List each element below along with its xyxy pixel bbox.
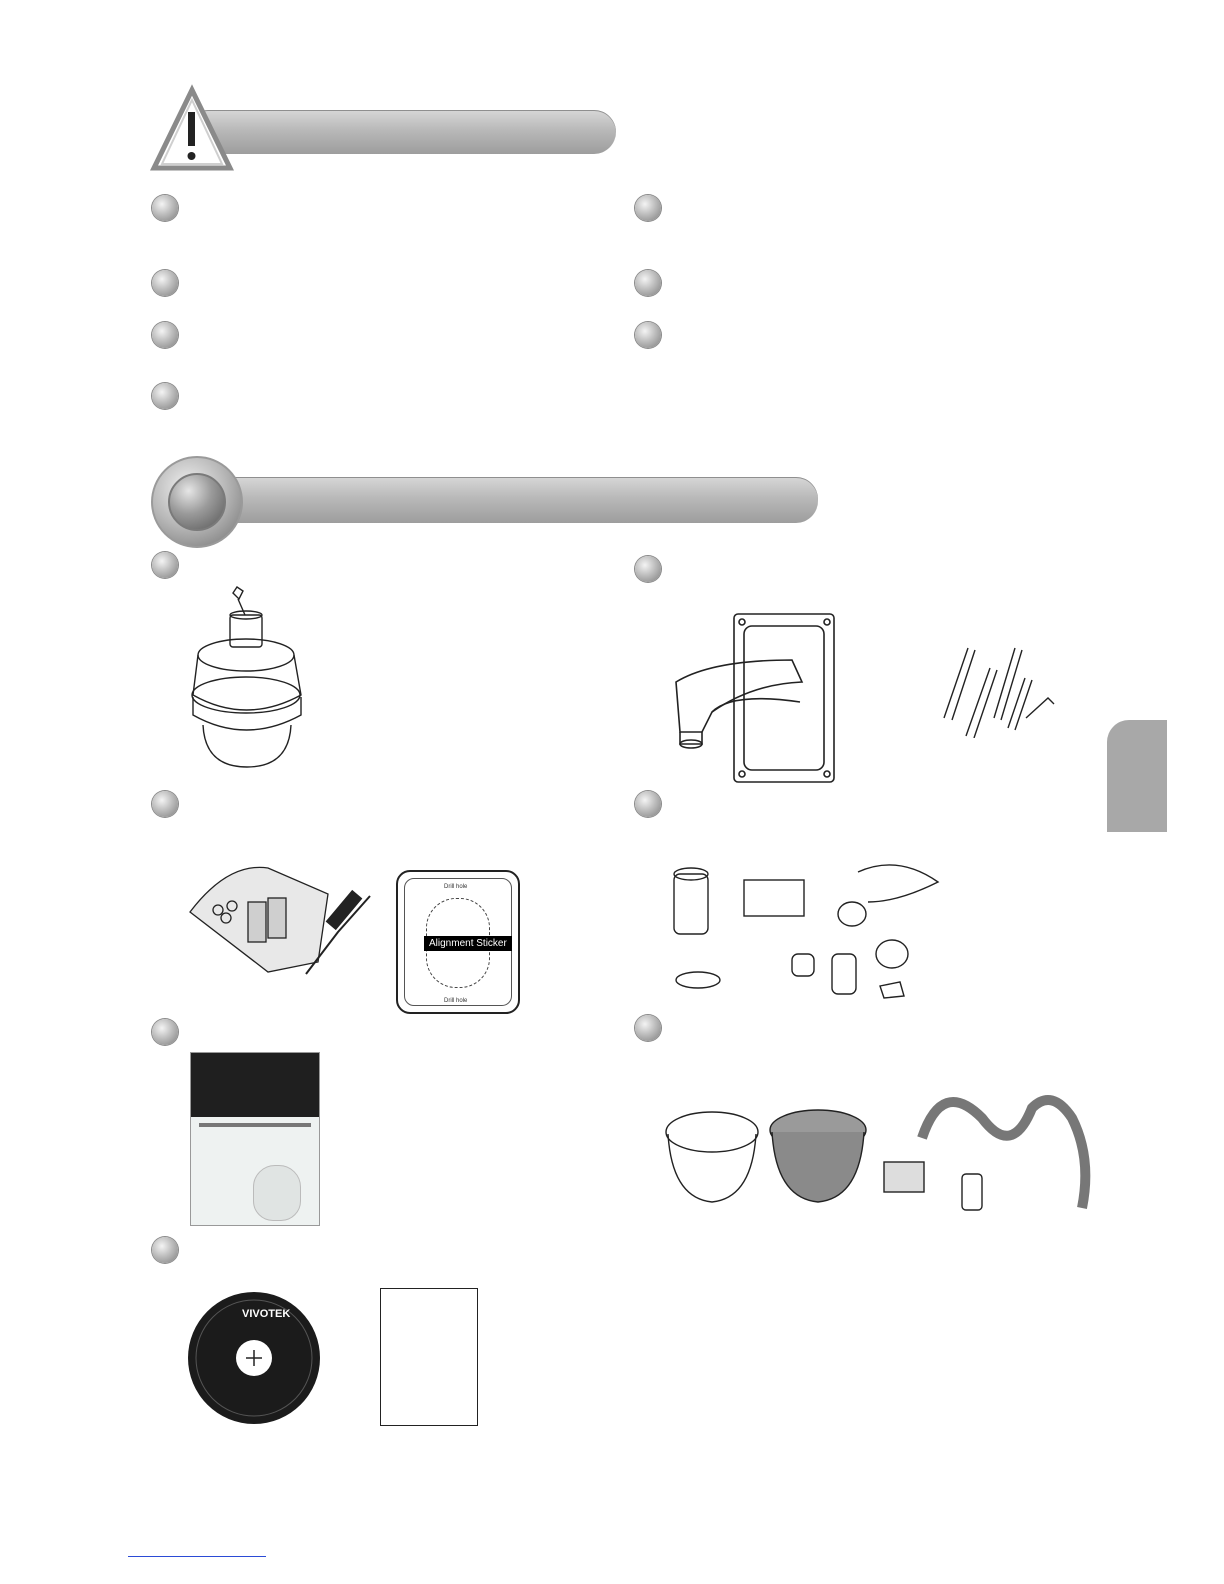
round-header-icon <box>150 455 244 549</box>
camera-illustration <box>185 585 310 770</box>
warning-bullet-2 <box>152 270 178 296</box>
warning-bullet-1 <box>152 195 178 221</box>
software-cd-illustration <box>186 1290 322 1426</box>
package-bullet-1 <box>152 552 178 578</box>
warning-bullet-6 <box>635 270 661 296</box>
warning-bullet-4 <box>152 383 178 409</box>
anchors-and-key-illustration <box>930 638 1060 738</box>
drill-label-bottom: Drill hole <box>444 998 468 1004</box>
package-bullet-6 <box>635 1015 661 1041</box>
alignment-sticker-illustration <box>396 870 520 1014</box>
warning-bullet-3 <box>152 322 178 348</box>
svg-text:VIVOTEK: VIVOTEK <box>242 1308 291 1320</box>
package-bullet-7 <box>152 1237 178 1263</box>
screw-bag-screwdriver-illustration <box>188 862 378 982</box>
package-header-bar <box>200 477 818 523</box>
alignment-sticker-label: Alignment Sticker <box>424 936 512 951</box>
domes-and-cable-illustration <box>662 1078 1112 1238</box>
warning-bullet-5 <box>635 195 661 221</box>
warning-bullet-7 <box>635 322 661 348</box>
package-bullet-5 <box>152 1019 178 1045</box>
wall-mount-illustration <box>672 612 842 787</box>
warning-triangle-icon <box>150 84 234 174</box>
chapter-side-tab <box>1107 720 1167 832</box>
package-bullet-2 <box>635 556 661 582</box>
connectors-illustration <box>668 862 948 1002</box>
warranty-card-illustration <box>380 1288 478 1426</box>
drill-label-top: Drill hole <box>444 884 468 890</box>
package-bullet-3 <box>152 791 178 817</box>
footer-link-line <box>128 1556 266 1557</box>
warning-header-bar <box>186 110 616 154</box>
quick-installation-guide-illustration <box>190 1052 320 1226</box>
package-bullet-4 <box>635 791 661 817</box>
